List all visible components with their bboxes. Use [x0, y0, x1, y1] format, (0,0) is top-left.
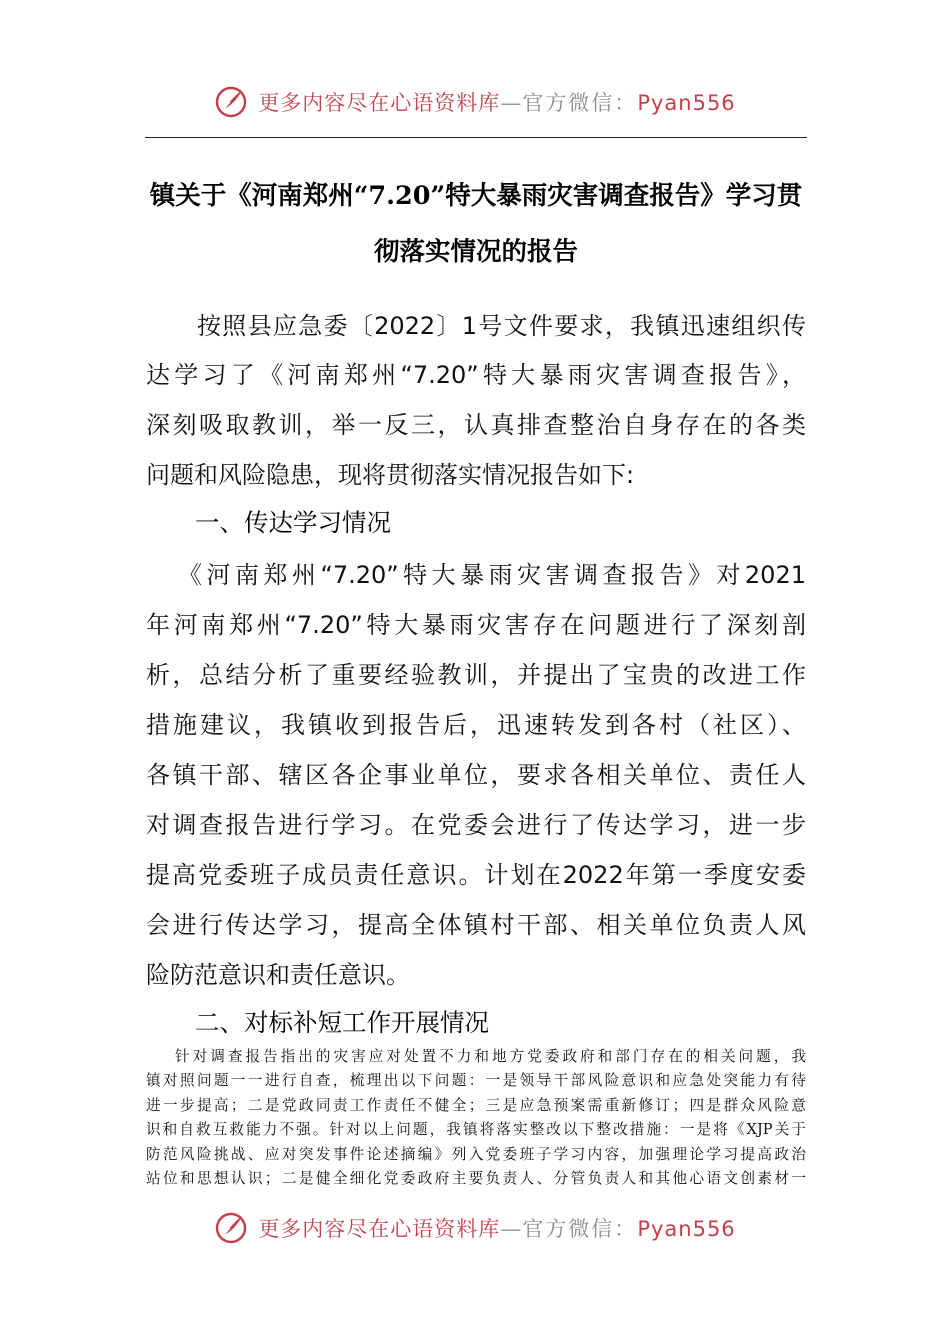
section2-line: 进一步提高；二是党政同责工作责任不健全；三是应急预案需重新修订；四是群众风险意	[146, 1097, 806, 1114]
watermark-wechat-id: Pyan556	[637, 91, 736, 115]
section1-line: 提高党委班子成员责任意识。计划在2022年第一季度安委	[146, 861, 806, 889]
section2-line: 镇对照问题一一进行自查，梳理出以下问题：一是领导干部风险意识和应急处突能力有待	[146, 1072, 806, 1089]
header-watermark	[0, 82, 950, 122]
document-title	[140, 168, 812, 280]
watermark-brand: 更多内容尽在心语资料库	[258, 91, 501, 115]
watermark-text	[258, 1213, 735, 1243]
title-line: 镇关于《河南郑州“7.20”特大暴雨灾害调查报告》学习贯	[149, 181, 803, 211]
section2-line: 针对调查报告指出的灾害应对处置不力和地方党委政府和部门存在的相关问题，我	[175, 1048, 806, 1065]
section1-line: 对调查报告进行学习。在党委会进行了传达学习，进一步	[146, 811, 806, 839]
section1-line: 《河南郑州“7.20”特大暴雨灾害调查报告》对2021	[178, 561, 806, 589]
watermark-brand: 更多内容尽在心语资料库	[258, 1217, 501, 1241]
intro-line: 深刻吸取教训，举一反三，认真排查整治自身存在的各类	[146, 411, 806, 439]
section1-line: 会进行传达学习，提高全体镇村干部、相关单位负责人风	[146, 911, 806, 939]
watermark-text	[258, 87, 735, 117]
quill-logo-icon	[214, 85, 248, 119]
section-heading-1: 一、传达学习情况	[195, 508, 391, 537]
header-divider	[145, 137, 807, 138]
quill-logo-icon	[214, 1211, 248, 1245]
section2-line: 识和自救互救能力不强。针对以上问题，我镇将落实整改以下整改措施：一是将《XJP关于	[146, 1121, 806, 1138]
intro-line: 按照县应急委〔2022〕1号文件要求，我镇迅速组织传	[197, 312, 806, 340]
section1-line: 险防范意识和责任意识。	[146, 961, 410, 989]
section2-line: 防范风险挑战、应对突发事件论述摘编》列入党委班子学习内容，加强理论学习提高政治	[146, 1146, 806, 1163]
section1-line: 措施建议，我镇收到报告后，迅速转发到各村（社区）、	[146, 711, 806, 739]
watermark-wechat-label: 官方微信：	[522, 91, 638, 115]
section-heading-2: 二、对标补短工作开展情况	[195, 1008, 489, 1037]
watermark-wechat-label: 官方微信：	[522, 1217, 638, 1241]
section1-line: 年河南郑州“7.20”特大暴雨灾害存在问题进行了深刻剖	[146, 611, 806, 639]
section1-line: 各镇干部、辖区各企事业单位，要求各相关单位、责任人	[146, 761, 806, 789]
intro-line: 达学习了《河南郑州“7.20”特大暴雨灾害调查报告》，	[146, 361, 806, 389]
footer-watermark	[0, 1208, 950, 1248]
intro-line: 问题和风险隐患，现将贯彻落实情况报告如下:	[146, 461, 635, 489]
watermark-wechat-id: Pyan556	[637, 1217, 736, 1241]
watermark-separator: —	[500, 1217, 523, 1241]
section1-line: 析，总结分析了重要经验教训，并提出了宝贵的改进工作	[146, 661, 806, 689]
section2-line: 站位和思想认识；二是健全细化党委政府主要负责人、分管负责人和其他心语文创素材一	[146, 1170, 806, 1187]
watermark-separator: —	[500, 91, 523, 115]
title-line: 彻落实情况的报告	[373, 237, 578, 267]
